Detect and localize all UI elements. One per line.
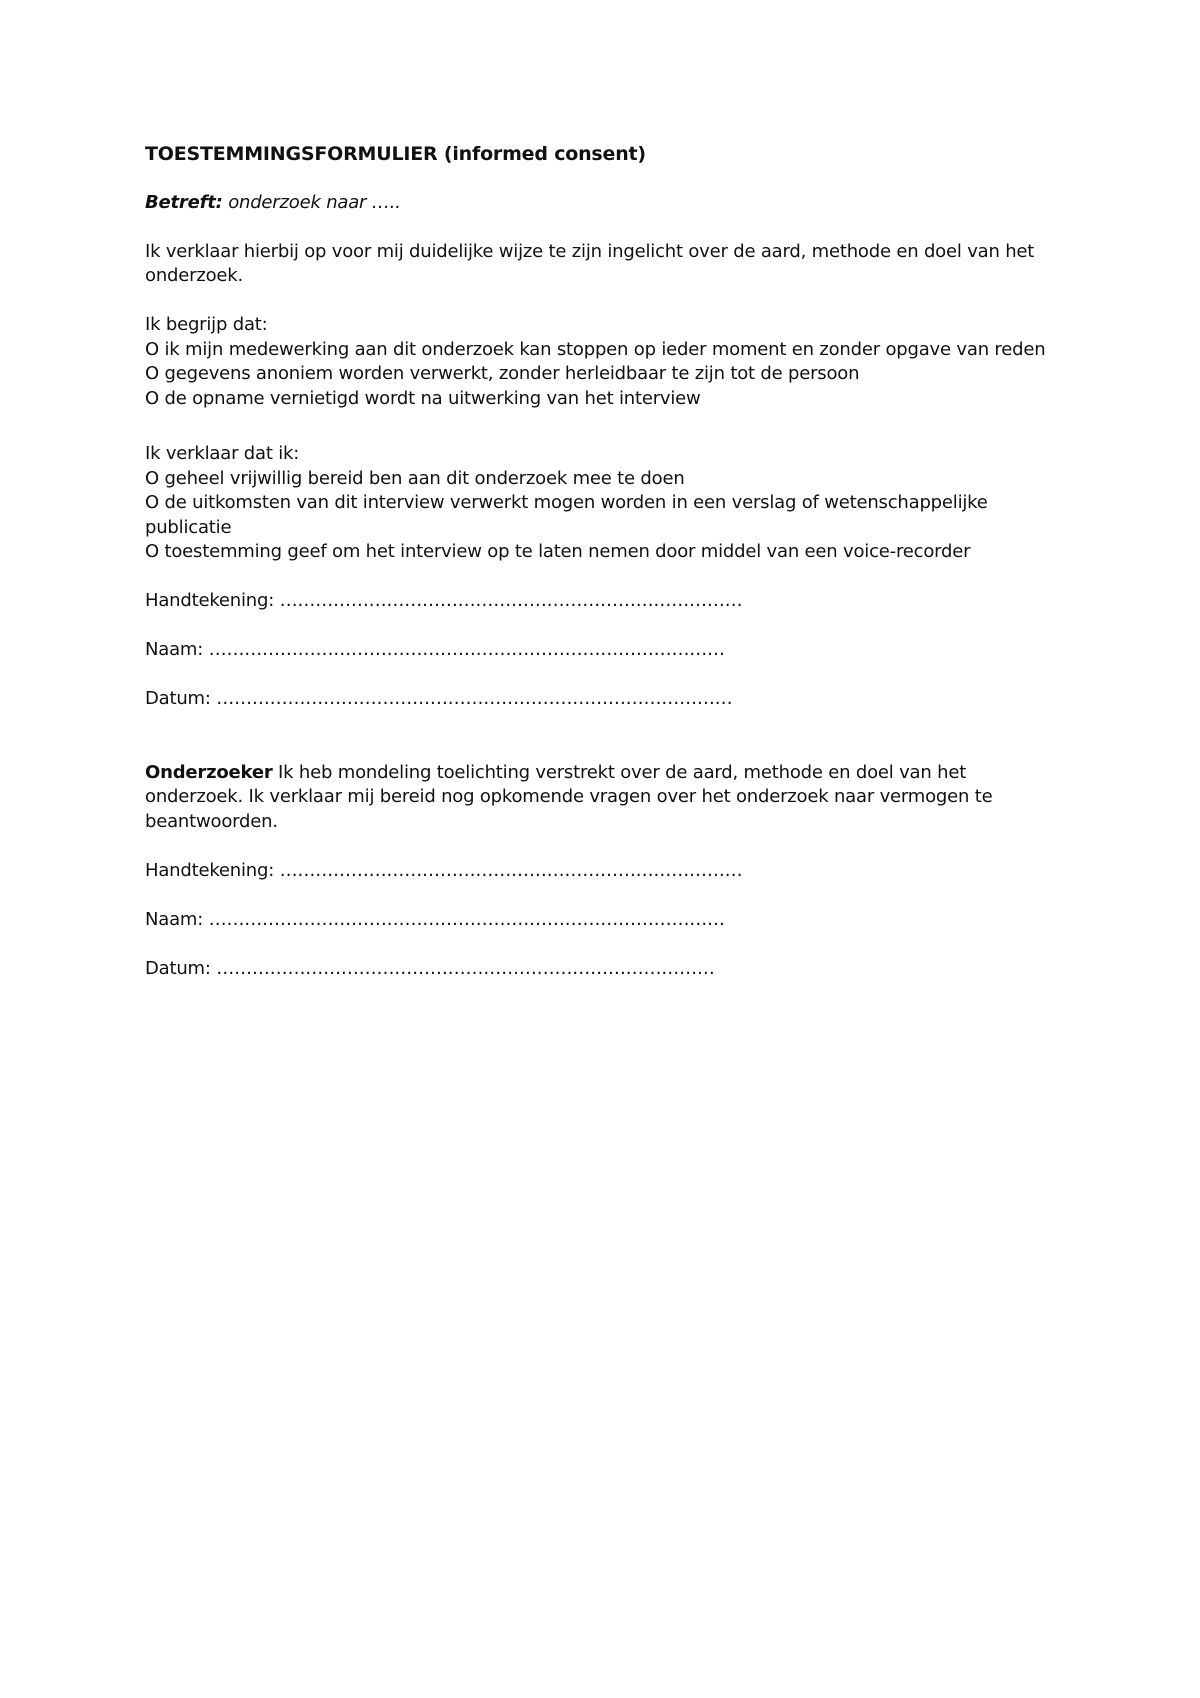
declare-item bbox=[145, 540, 1065, 565]
form-title: TOESTEMMINGSFORMULIER (informed consent) bbox=[145, 143, 646, 165]
researcher-date-field[interactable]: Datum: ………………………………………………………………………… bbox=[145, 957, 715, 979]
option-circle-icon: O bbox=[145, 363, 159, 384]
researcher-text: Ik heb mondeling toelichting verstrekt over de aard, methode en doel van het onderzoek. Ik verklaar mij bereid nog opkomende vragen over het onderzoek naar vermogen te beantwoorden. bbox=[145, 761, 993, 832]
understand-item bbox=[145, 387, 1065, 412]
declare-item-text: de uitkomsten van dit interview verwerkt mogen worden in een verslag of wetenschappelijke publicatie bbox=[145, 492, 988, 538]
intro-paragraph: Ik verklaar hierbij op voor mij duidelijke wijze te zijn ingelicht over de aard, methode en doel van het onderzoek. bbox=[145, 240, 1035, 286]
declare-heading: Ik verklaar dat ik: bbox=[145, 443, 300, 464]
declare-section bbox=[145, 442, 1065, 565]
researcher-signature-field[interactable]: Handtekening: …………………………………………………………………… bbox=[145, 859, 743, 881]
understand-item-text: ik mijn medewerking aan dit onderzoek kan stoppen op ieder moment en zonder opgave van reden bbox=[164, 338, 1046, 360]
option-circle-icon: O bbox=[145, 492, 159, 513]
option-circle-icon: O bbox=[145, 338, 159, 360]
participant-signature-field[interactable]: Handtekening: …………………………………………………………………… bbox=[145, 590, 743, 611]
understand-item bbox=[145, 338, 1065, 363]
researcher-name-field[interactable]: Naam: …………………………………………………………………………… bbox=[145, 908, 725, 930]
understand-heading: Ik begrijp dat: bbox=[145, 314, 268, 335]
option-circle-icon: O bbox=[145, 387, 159, 409]
researcher-paragraph bbox=[145, 761, 1065, 835]
option-circle-icon: O bbox=[145, 541, 159, 562]
understand-item-text: de opname vernietigd wordt na uitwerking van het interview bbox=[164, 387, 701, 409]
subject-label: Betreft: bbox=[145, 191, 223, 213]
understand-section bbox=[145, 313, 1065, 411]
subject-line bbox=[145, 191, 1065, 216]
declare-item bbox=[145, 491, 1065, 540]
document-body bbox=[145, 142, 1065, 981]
researcher-label: Onderzoeker bbox=[145, 761, 273, 783]
declare-item bbox=[145, 467, 1065, 492]
declare-item-text: geheel vrijwillig bereid ben aan dit onderzoek mee te doen bbox=[164, 467, 685, 489]
researcher-signature-block bbox=[145, 859, 1065, 982]
participant-name-field[interactable]: Naam: …………………………………………………………………………… bbox=[145, 639, 725, 660]
subject-value: onderzoek naar ….. bbox=[228, 191, 401, 213]
understand-item bbox=[145, 362, 1065, 387]
declare-item-text: toestemming geef om het interview op te laten nemen door middel van een voice-recorder bbox=[164, 541, 971, 562]
participant-signature-block bbox=[145, 589, 1065, 712]
understand-item-text: gegevens anoniem worden verwerkt, zonder herleidbaar te zijn tot de persoon bbox=[164, 363, 860, 384]
option-circle-icon: O bbox=[145, 467, 159, 489]
participant-date-field[interactable]: Datum: …………………………………………………………………………… bbox=[145, 688, 733, 709]
